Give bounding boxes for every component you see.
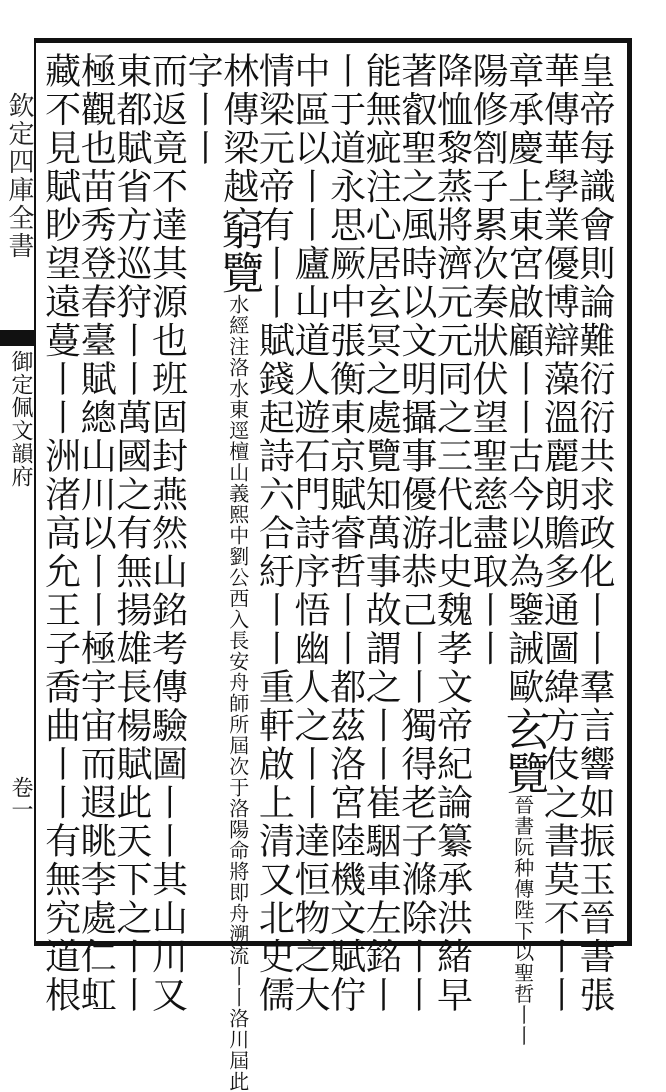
text-column xyxy=(497,52,549,1047)
text-column xyxy=(538,52,583,1015)
column-text: 章承慶上東宮啟顧丨丨古今以為鑒誡歐 xyxy=(502,52,544,707)
text-column xyxy=(75,52,120,1015)
book-title: 御定佩文韻府 xyxy=(8,350,33,488)
column-text: 中區以丨丨廬山道人遊石門詩序悟幽人之丨丨達恒物之大 xyxy=(289,52,330,1015)
column-text: 東都賦省方巡狩丨丨萬國之有無揚雄長楊賦此天下之丨丨 xyxy=(110,52,152,1015)
column-text: 情梁元帝有丨丨賦錢起詩六合紆丨丨重軒啟上清又北史儒 xyxy=(253,52,295,1015)
text-column xyxy=(431,52,476,1015)
headword: 窮覽 xyxy=(212,206,264,294)
text-column xyxy=(467,52,512,930)
headword: 玄覽 xyxy=(497,706,549,795)
column-text: 而返竟不達其源也班固封燕然山銘考傳驗圖丨丨其山川又 xyxy=(146,52,188,1015)
text-column xyxy=(395,52,440,1015)
text-column xyxy=(324,52,369,1015)
text-column xyxy=(574,52,618,1015)
column-text: 皇帝每識會則論難衍衍共求政化丨丨羣言響如振玉晉書張 xyxy=(574,52,615,1015)
column-text: 藏不見賦眇望遠蔓丨丨洲渚高允王子喬曲丨丨有無究道根 xyxy=(39,52,81,1015)
column-text: 極觀也苗秀登春臺賦總山川以丨丨極宇宙而遐眺李處仁虹 xyxy=(75,52,117,1015)
text-column xyxy=(110,52,155,1015)
column-text: 華傳華學業優博辯藻溫麗朗贍多通圖緯方伎之書莫不丨丨 xyxy=(538,52,580,1015)
column-text: 著叡聖之風時以文明攝事優游恭己丨丨獨得老子滌除丨丨 xyxy=(395,52,437,1015)
left-margin-strip xyxy=(0,38,36,946)
column-text: 字丨丨 xyxy=(182,52,224,168)
column-text: 林傳梁越 xyxy=(217,52,259,206)
text-column xyxy=(253,52,298,1015)
text-column xyxy=(182,52,227,930)
fishtail-mark xyxy=(0,330,36,346)
annotation-text: 晉書阮种傳陛下以聖哲丨丨 xyxy=(510,794,535,1047)
text-column xyxy=(146,52,191,1015)
text-column xyxy=(212,52,264,1092)
collection-title: 欽定四庫全書 xyxy=(4,92,34,260)
column-text: 降恤黎蒸將濟元元同之三代北史魏孝文帝紀論纂承洪緒早 xyxy=(431,52,473,1015)
column-text: 丨于道永思厥中張衡東京賦睿哲丨丨都茲洛宮陸機文賦佇 xyxy=(324,52,366,1015)
text-column xyxy=(39,52,84,1015)
annotation-text: 水經注洛水東逕檀山義熙中劉公西入長安舟師所屆次于洛陽命將即舟溯流丨丨洛川屆此 xyxy=(225,294,250,1092)
text-column xyxy=(289,52,333,1015)
text-columns xyxy=(39,52,618,1092)
text-column xyxy=(360,52,405,1015)
volume-number: 卷一 xyxy=(8,776,33,820)
column-text: 陽修劄子累次奏狀伏望聖慈盡取丨丨 xyxy=(467,52,509,668)
column-text: 能無疵注心居玄冥之處覽知萬事故謂之丨丨崔駰車左銘丨 xyxy=(360,52,402,1015)
